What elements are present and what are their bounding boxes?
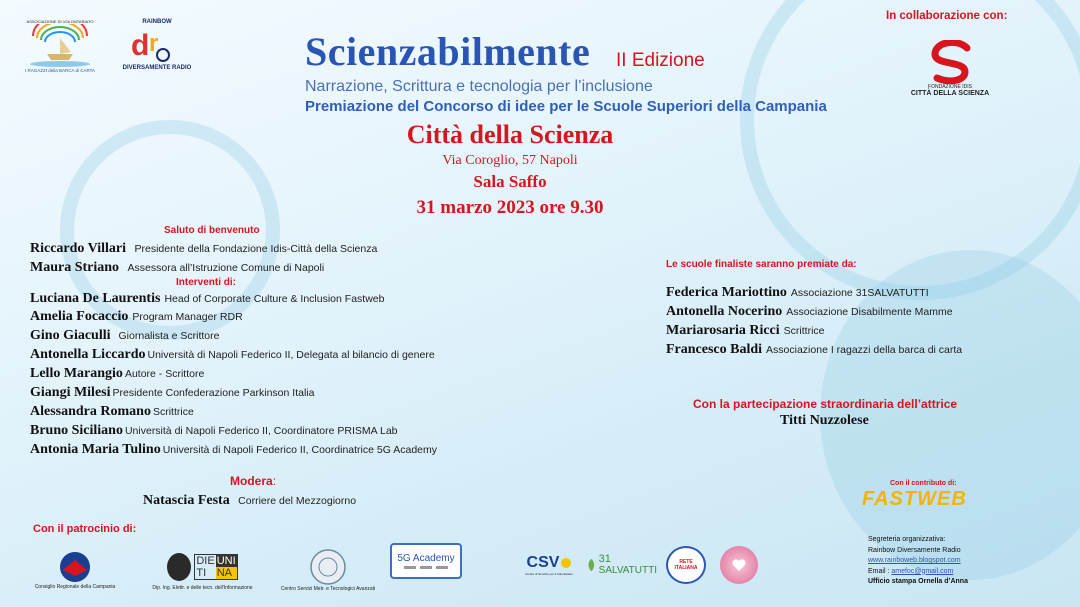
svg-text:d: d (131, 29, 150, 62)
segreteria-label: Segreteria organizzativa: (868, 536, 946, 543)
premiate-row (666, 322, 825, 338)
logo-caption: Dip. Ing. Elettr. e delle tecn. dell'Informazione (152, 585, 253, 591)
room-name: Sala Saffo (473, 172, 547, 191)
dieti-text: DIE (196, 555, 215, 567)
idis-logo (900, 34, 1000, 102)
leaf-icon (587, 553, 596, 577)
person-role: Autore - Scrittore (124, 368, 205, 380)
premiate-row (666, 341, 962, 357)
premiate-row (666, 284, 929, 300)
salvatutti-num: 31 (598, 553, 611, 565)
person-name: Bruno Siciliano (30, 423, 123, 438)
venue-address: Via Coroglio, 57 Napoli (442, 153, 578, 168)
dieti-text: TI (196, 567, 207, 579)
barca-logo-top-text: ASSOCIAZIONE DI VOLONTARIATO (26, 19, 94, 24)
actress-name: Titti Nuzzolese (780, 413, 869, 428)
consiglio-regionale-logo (20, 540, 130, 600)
person-name: Giangi Milesi (30, 385, 111, 400)
saluto-row (30, 259, 324, 275)
sponsor-bar (404, 566, 416, 569)
person-role: Presidente Confederazione Parkinson Italia (112, 387, 315, 399)
idis-line2: CITTÀ DELLA SCIENZA (910, 89, 990, 97)
person-role: Università di Napoli Federico II, Coordinatrice 5G Academy (162, 444, 437, 456)
dieti-logo (140, 544, 265, 600)
modera-colon: : (272, 474, 277, 488)
disabilmente-mamme-logo (720, 546, 758, 584)
patrocinio-label: Con il patrocinio di: (33, 523, 137, 535)
event-datetime: 31 marzo 2023 ore 9.30 (416, 197, 604, 218)
intervento-row (30, 327, 219, 343)
segreteria-block (868, 535, 968, 588)
rete-italiana-logo (666, 546, 706, 584)
person-name: Alessandra Romano (30, 404, 151, 419)
radio-wheelchair-icon (127, 25, 187, 65)
seal-icon (308, 548, 348, 586)
premiate-row (666, 303, 953, 319)
person-role: Corriere del Mezzogiorno (238, 495, 357, 507)
5g-academy-text: 5G Academy (397, 553, 455, 564)
heart-icon (731, 558, 747, 572)
person-name: Francesco Baldi (666, 342, 763, 357)
person-role: Head of Corporate Culture & Inclusion Fastweb (164, 293, 385, 305)
intervento-row (30, 403, 194, 419)
sponsor-bar (420, 566, 432, 569)
logo-caption: Consiglio Regionale della Campania (34, 584, 116, 590)
csv-dot-icon (561, 558, 571, 568)
csv-text: CSV (526, 554, 560, 571)
person-name: Gino Giaculli (30, 328, 111, 343)
rete-text: RETE ITALIANA (674, 559, 698, 571)
edition-label: II Edizione (616, 50, 705, 71)
radio-logo-name: DIVERSAMENTE RADIO (122, 65, 192, 71)
premiate-label: Le scuole finaliste saranno premiate da: (666, 259, 857, 270)
unina-seal-icon (167, 553, 191, 581)
segreteria-web-link[interactable]: www.rainboweb.blogspot.com (868, 557, 961, 564)
collaborazione-label: In collaborazione con: (886, 10, 1008, 22)
modera-row (143, 492, 356, 508)
intervento-row (30, 346, 435, 362)
person-name: Riccardo Villari (30, 241, 127, 256)
sponsor-bar (436, 566, 448, 569)
intervento-row (30, 365, 204, 381)
person-role: Scrittrice (783, 325, 825, 337)
csv-logo (520, 548, 578, 582)
boat-icon (25, 24, 95, 68)
person-name: Maura Striano (30, 260, 120, 275)
salvatutti-name: SALVATUTTI (598, 565, 657, 576)
person-name: Antonia Maria Tulino (30, 442, 161, 457)
interventi-label: Interventi di: (176, 277, 237, 288)
person-role: Associazione I ragazzi della barca di carta (766, 344, 963, 356)
barca-di-carta-logo (18, 12, 102, 80)
intervento-row (30, 384, 314, 400)
person-role: Università di Napoli Federico II, Delegata al bilancio di genere (147, 349, 435, 361)
venue-name: Città della Scienza (406, 120, 614, 149)
person-name: Mariarosaria Ricci (666, 323, 780, 338)
intervento-row (30, 422, 398, 438)
logo-caption: Centro Servizi Metr. e Tecnologici Avanzati (280, 586, 376, 592)
intervento-row (30, 308, 243, 324)
premiazione-heading: Premiazione del Concorso di idee per le Scuole Superiori della Campania (305, 98, 827, 115)
diversamente-radio-logo (118, 12, 196, 78)
person-role: Associazione Disabilmente Mamme (786, 306, 953, 318)
saluto-label: Saluto di benvenuto (164, 225, 260, 236)
centro-servizi-logo (268, 540, 388, 600)
campania-emblem-icon (55, 550, 95, 584)
person-name: Amelia Focaccio (30, 309, 129, 324)
segreteria-org: Rainbow Diversamente Radio (868, 546, 961, 554)
radio-logo-top-text: RAINBOW (142, 19, 172, 25)
person-name: Lello Marangio (30, 366, 123, 381)
page-title: Scienzabilmente (305, 29, 591, 74)
person-name: Natascia Festa (143, 493, 230, 508)
person-role: Assessora all’Istruzione Comune di Napoli (127, 262, 325, 274)
person-name: Luciana De Laurentis (30, 291, 161, 306)
svg-text:r: r (149, 30, 159, 57)
email-label: Email : (868, 567, 890, 575)
person-role: Giornalista e Scrittore (118, 330, 220, 342)
person-name: Federica Mariottino (666, 285, 787, 300)
idis-line1: FONDAZIONE IDIS (928, 83, 972, 90)
person-role: Università di Napoli Federico II, Coordinatore PRISMA Lab (124, 425, 398, 437)
intervento-row (30, 441, 437, 457)
person-name: Antonella Liccardo (30, 347, 146, 362)
ufficio-stampa: Ufficio stampa Ornella d’Anna (868, 578, 968, 585)
person-role: Associazione 31SALVATUTTI (790, 287, 929, 299)
contributo-label: Con il contributo di: (890, 480, 957, 487)
idis-s-icon (927, 40, 973, 84)
person-role: Scrittrice (152, 406, 194, 418)
saluto-row (30, 240, 377, 256)
modera-label (230, 475, 276, 487)
person-name: Antonella Nocerino (666, 304, 783, 319)
email-link[interactable]: amefoc@gmail.com (891, 567, 954, 575)
31salvatutti-logo (587, 548, 657, 582)
barca-logo-name: I RAGAZZI della BARCA di CARTA (24, 68, 96, 73)
partecipazione-label: Con la partecipazione straordinaria dell’attrice (693, 397, 958, 411)
person-role: Presidente della Fondazione Idis-Città della Scienza (134, 243, 378, 255)
dieti-text: UNI (216, 555, 236, 567)
intervento-row (30, 290, 384, 306)
dieti-text: NA (216, 567, 237, 579)
subtitle: Narrazione, Scrittura e tecnologia per l’inclusione (305, 78, 653, 95)
fastweb-logo: FASTWEB (862, 488, 967, 510)
modera-label-text: Modera (230, 474, 273, 488)
5g-academy-logo (390, 543, 462, 579)
csv-sub: Centro di Servizio per il Volontariato (525, 572, 573, 576)
person-role: Program Manager RDR (132, 311, 243, 323)
